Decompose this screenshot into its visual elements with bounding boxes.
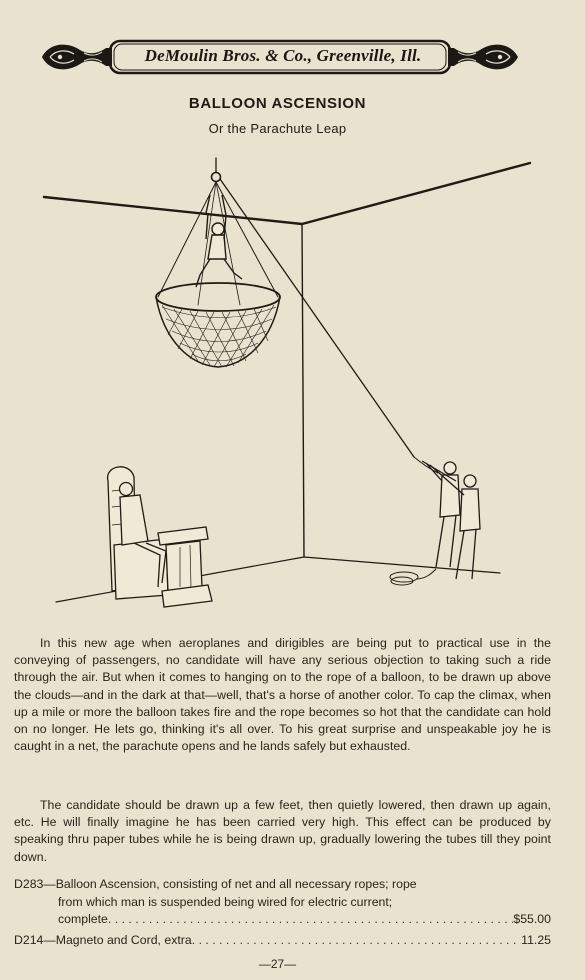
item-price-row [14,911,551,929]
price-list-item-d214 [14,932,551,950]
description-paragraph-2: The candidate should be drawn up a few feet, then quietly lowered, then drawn up again, etc. He will finally imagine he has been carried very high. This effect can be produced by speaking thru paper tubes while he is being drawn up, gradually lowering the tubes till they point down. [14,798,551,864]
page-subtitle: Or the Parachute Leap [208,121,347,136]
page-title: BALLOON ASCENSION [188,95,367,112]
item-line-3: complete [58,912,108,926]
item-price-row [14,932,551,950]
net-mesh [162,305,276,367]
item-line-1: D214—Magneto and Cord, extra [14,933,192,947]
item-price: 11.25 [521,933,551,947]
balloon-ascension-illustration [30,155,540,615]
dot-leader [192,932,521,950]
page-number: —27— [258,957,297,971]
banner-text: DeMoulin Bros. & Co., Greenville, Ill. [144,46,422,65]
item-price: $55.00 [513,912,551,926]
price-list-item-d283 [14,876,551,929]
item-line-1: D283—Balloon Ascension, consisting of net and all necessary ropes; rope [14,877,417,891]
rope-pullers-figure [390,457,480,585]
description-paragraph-1: In this new age when aeroplanes and dirigibles are being put to practical use in the conveying of passengers, no candidate will have any serious objection to taking such a ride through the air. But when it comes to hanging on to the rope of a balloon, to be drawn up above the clouds—and in the dark at that—well, that's a horse of another color. To cap the climax, when up a mile or more the balloon takes fire and the rope becomes so hot that the candidate can hold on no longer. He lets go, thinking it's all over. To his great surprise and unspeakable joy he is caught in a net, the parachute opens and he lands safely but exhausted. [14,636,551,754]
header-banner [40,38,520,76]
item-line-2: from which man is suspended being wired for electric current; [58,894,393,909]
dot-leader [108,911,513,929]
